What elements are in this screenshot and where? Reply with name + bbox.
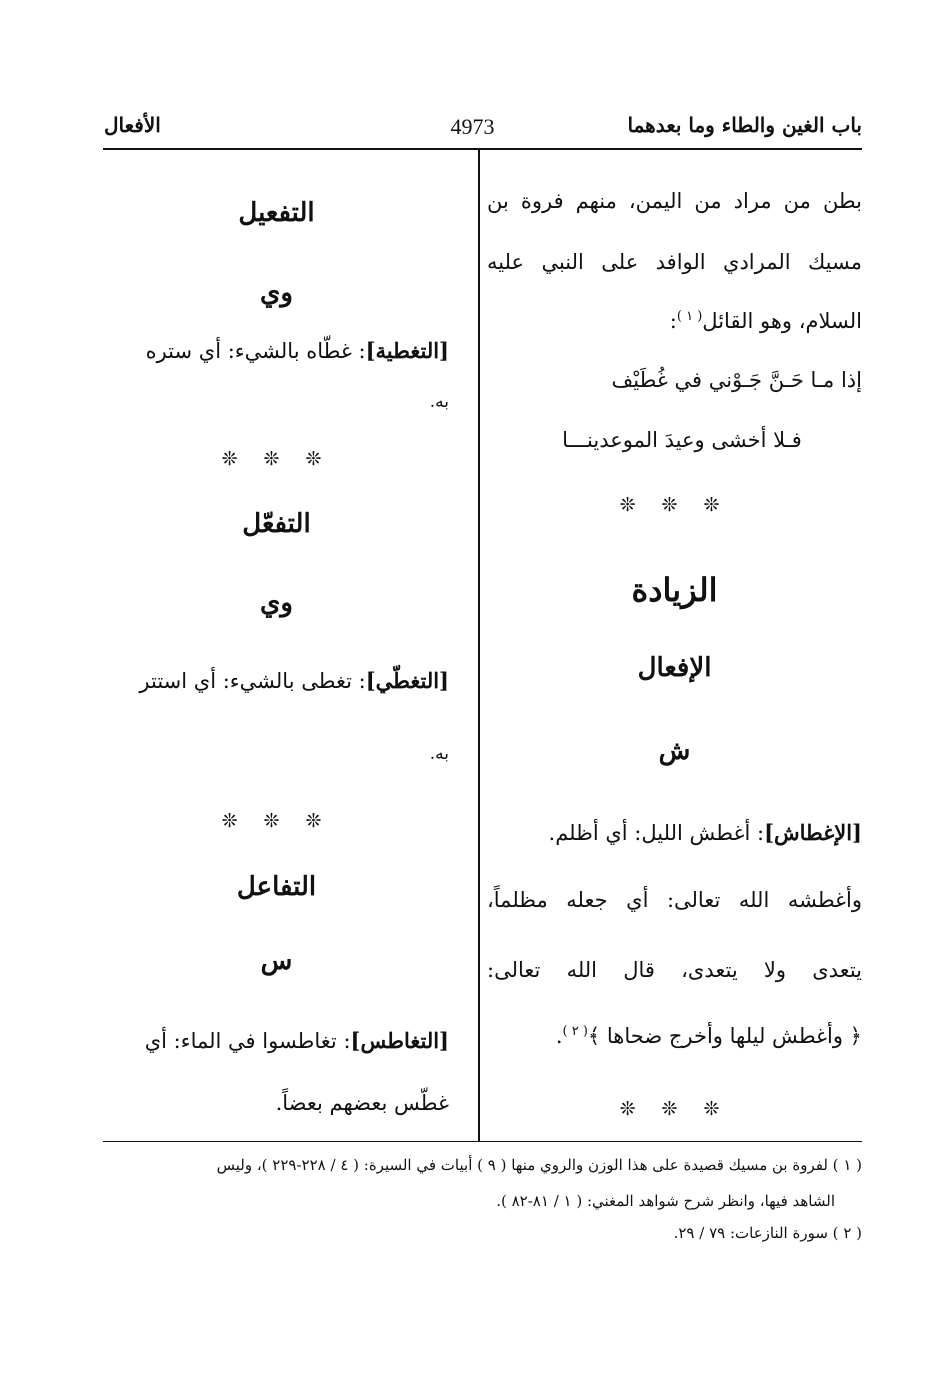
footnote-2: ( ٢ ) سورة النازعات: ٧٩ / ٢٩. xyxy=(673,1224,862,1242)
separator-right-1: ❊ ❊ ❊ xyxy=(619,494,730,516)
running-header-chapter: باب الغين والطاء وما بعدهما xyxy=(627,113,862,137)
root-heading-left-1: وي xyxy=(260,278,293,308)
footnote-1-line-1: ( ١ ) لفروة بن مسيك قصيدة على هذا الوزن والروي منها ( ٩ ) أبيات في السيرة: ( ٤ / ٢٢٨-٢٢٩ )، وليس xyxy=(216,1156,862,1174)
entry-taghatus-cont: غطّس بعضهم بعضاً. xyxy=(275,1091,449,1115)
entry-taghatus xyxy=(104,1030,449,1052)
right-line-c: يتعدى ولا يتعدى، قال الله تعالى: xyxy=(487,958,862,982)
right-line-b: وأغطشه الله تعالى: أي جعله مظلماً، xyxy=(487,888,862,912)
entry-ighash-head: [الإغطاش] xyxy=(764,820,862,845)
root-heading-left-3: س xyxy=(260,946,293,976)
running-header-section: الأفعال xyxy=(104,113,161,137)
entry-taghatti-cont: به. xyxy=(429,744,449,764)
right-line-1: بطن من مراد من اليمن، منهم فروة بن xyxy=(487,189,862,213)
section-title-ziyada: الزيادة xyxy=(631,571,718,609)
heading-tafil: التفعيل xyxy=(238,198,315,228)
entry-taghtiya-head: [التغطية] xyxy=(365,338,449,363)
page-number: 4973 xyxy=(450,114,495,139)
entry-taghatus-head: [التغاطس] xyxy=(350,1028,449,1053)
verse-line-1: إذا مـا حَـنَّ جَـوْني في غُطَيْف xyxy=(611,368,862,392)
entry-taghatti xyxy=(104,670,449,692)
separator-left-1: ❊ ❊ ❊ xyxy=(221,448,332,470)
header-rule xyxy=(103,148,862,150)
quran-quote xyxy=(487,1025,862,1047)
column-divider xyxy=(478,149,480,1141)
verse-line-2-text: فـلا أخشى وعيدَ الموعدينـــا xyxy=(562,428,802,452)
heading-tafaul: التفعّل xyxy=(242,509,311,539)
separator-right-2: ❊ ❊ ❊ xyxy=(619,1098,730,1120)
right-line-2: مسيك المرادي الوافد على النبي عليه xyxy=(487,250,862,274)
entry-taghatti-head: [التغطّي] xyxy=(365,668,449,693)
root-heading-left-2: وي xyxy=(260,588,293,618)
right-line-3-text: السلام، وهو القائل xyxy=(702,309,862,333)
entry-ighash xyxy=(487,822,862,844)
right-line-3 xyxy=(487,310,862,332)
footnote-rule xyxy=(103,1141,862,1142)
footnote-1-line-2: الشاهد فيها، وانظر شرح شواهد المغني: ( ١ / ٨١-٨٢ ). xyxy=(496,1192,835,1210)
entry-taghtiya xyxy=(104,340,449,362)
entry-taghatti-def: : تغطى بالشيء: أي استتر xyxy=(139,669,366,693)
heading-tafaul-2: التفاعل xyxy=(236,872,317,902)
verse-line-2 xyxy=(487,430,862,451)
quran-quote-end: . xyxy=(555,1024,563,1048)
entry-taghatus-def: : تغاطسوا في الماء: أي xyxy=(144,1029,351,1053)
entry-taghtiya-cont: به. xyxy=(429,392,449,412)
entry-taghtiya-def: : غطّاه بالشيء: أي ستره xyxy=(145,339,366,363)
subsection-title-ifal: الإفعال xyxy=(637,653,712,683)
footnote-ref-2: ( ٢ ) xyxy=(562,1024,588,1039)
quran-quote-text: ﴿ وأغطش ليلها وأخرج ضحاها ﴾ xyxy=(587,1024,862,1048)
footnote-ref-1: ( ١ ) xyxy=(676,309,703,324)
separator-left-2: ❊ ❊ ❊ xyxy=(221,810,332,832)
right-line-3-end: : xyxy=(669,309,677,333)
entry-ighash-def: : أغطش الليل: أي أظلم. xyxy=(548,821,765,845)
root-heading-right: ش xyxy=(658,736,691,766)
